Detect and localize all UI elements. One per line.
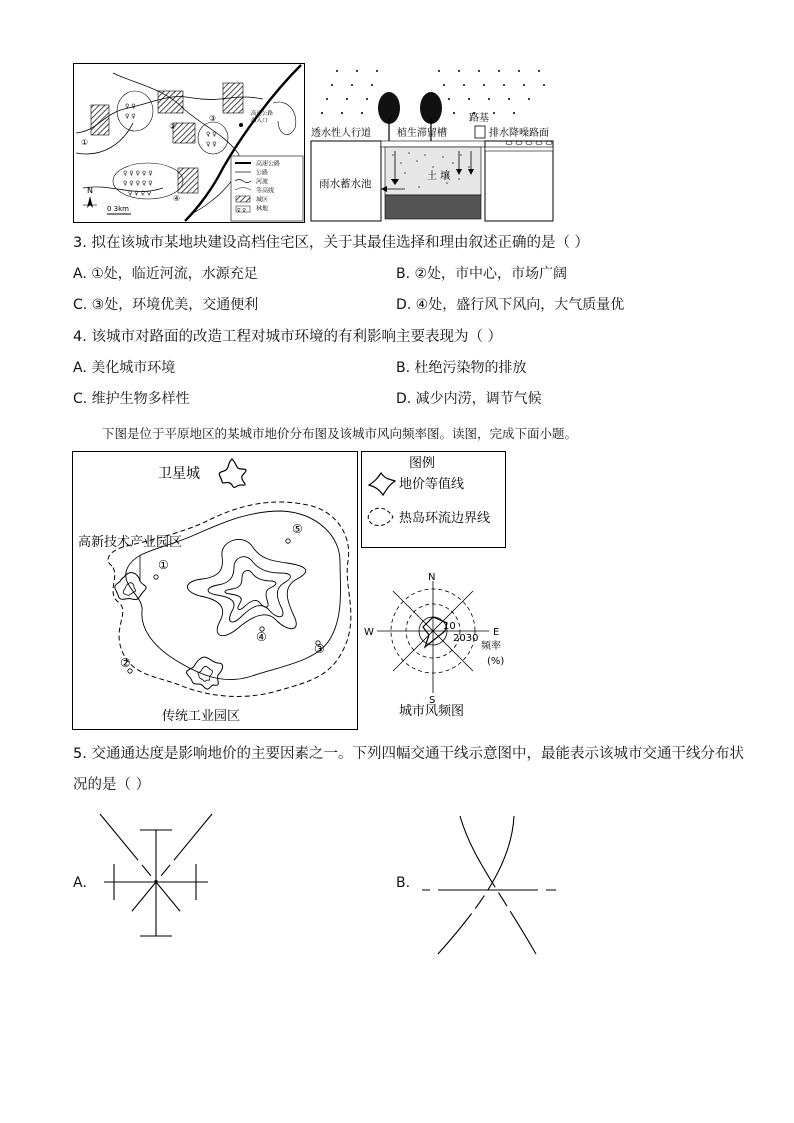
- left-arrow-icon: [381, 186, 387, 192]
- svg-text:♀ ♀: ♀ ♀: [125, 113, 136, 120]
- map-mark-3: ③: [209, 114, 217, 123]
- rose-unit-percent: (%): [487, 656, 505, 667]
- legend-heat-label: 热岛环流边界线: [399, 511, 491, 526]
- q5-option-b[interactable]: B.: [396, 875, 411, 891]
- rose-ring-20-30: 2030: [453, 633, 479, 644]
- rose-unit-label: 频率: [481, 641, 501, 652]
- q4-option-b[interactable]: B. 杜绝污染物的排放: [396, 360, 527, 376]
- roadbed-block: [485, 141, 553, 221]
- legend-title: 图例: [409, 456, 436, 471]
- map-mark-2: ②: [169, 122, 177, 131]
- industry-park-label: 传统工业园区: [162, 709, 241, 724]
- price-mark-3: ③: [314, 642, 325, 656]
- svg-text:♀ ♀ ♀ ♀ ♀: ♀ ♀ ♀ ♀ ♀: [123, 180, 153, 187]
- q4-option-d[interactable]: D. 减少内涝，调节气候: [396, 391, 542, 407]
- ditch-label: 植生滞留槽: [397, 128, 447, 139]
- city-map-figure: [73, 63, 305, 223]
- svg-text:公路: 公路: [256, 169, 269, 177]
- rose-west-label: W: [364, 627, 374, 638]
- svg-text:林地: 林地: [256, 205, 269, 213]
- q3-option-c[interactable]: C. ③处，环境优美，交通便利: [73, 297, 259, 313]
- map-legend-box: [361, 451, 507, 549]
- pool-label: 雨水蓄水池: [319, 178, 372, 190]
- road-surface-label: 排水降噪路面: [489, 128, 549, 139]
- svg-text:♀ ♀ ♀ ♀ ♀: ♀ ♀ ♀ ♀ ♀: [123, 170, 153, 177]
- intro-text: 下图是位于平原地区的某城市地价分布图及该城市风向频率图。读图，完成下面小题。: [102, 426, 578, 441]
- urban-area: [178, 168, 198, 193]
- rose-east-label: E: [493, 627, 500, 638]
- rose-ring-10: 10: [443, 621, 456, 632]
- svg-text:♀ ♀: ♀ ♀: [237, 207, 246, 214]
- rose-caption: 城市风频图: [399, 704, 465, 719]
- q5-diagram-b[interactable]: [418, 808, 560, 960]
- satellite-city-label: 卫星城: [158, 466, 200, 482]
- q5-stem-line1: 5. 交通通达度是影响地价的主要因素之一。下列四幅交通干线示意图中，最能表示该城市交通干线分布状: [73, 746, 744, 762]
- north-label: N: [87, 186, 93, 195]
- price-mark-5: ⑤: [292, 522, 303, 536]
- svg-text:高速公路: 高速公路: [256, 160, 281, 168]
- q3-option-d[interactable]: D. ④处，盛行风下风向，大气质量优: [396, 297, 625, 313]
- sidewalk-label: 透水性人行道: [311, 128, 371, 139]
- q5-stem-line2: 况的是（ ）: [73, 777, 151, 793]
- hightech-park-label: 高新技术产业园区: [78, 535, 183, 550]
- q4-option-a[interactable]: A. 美化城市环境: [73, 360, 176, 376]
- svg-text:♀ ♀ ♀ ♀: ♀ ♀ ♀ ♀: [128, 190, 152, 197]
- gravel-layer: [385, 195, 481, 219]
- map-legend: [231, 156, 303, 221]
- price-mark-2: ②: [120, 656, 131, 670]
- scale-label: 0 3km: [107, 205, 130, 213]
- land-price-map: [72, 451, 359, 731]
- wind-rose-figure: [361, 565, 511, 723]
- legend-price-label: 地价等值线: [399, 477, 465, 492]
- urban-area: [91, 105, 109, 135]
- price-mark-4: ④: [256, 630, 267, 644]
- price-mark-1: ①: [158, 558, 169, 572]
- map-mark-1: ①: [81, 138, 89, 147]
- rose-south-label: S: [429, 695, 436, 706]
- svg-text:城区: 城区: [256, 196, 269, 204]
- roadbed-label: 路基: [469, 113, 489, 124]
- q3-option-a[interactable]: A. ①处，临近河流，水源充足: [73, 266, 258, 282]
- q4-option-c[interactable]: C. 维护生物多样性: [73, 391, 190, 407]
- svg-text:♀ ♀: ♀ ♀: [125, 103, 136, 110]
- svg-text:♀ ♀: ♀ ♀: [206, 131, 217, 138]
- q3-option-b[interactable]: B. ②处，市中心，市场广阔: [396, 266, 568, 282]
- rose-north-label: N: [428, 572, 436, 583]
- expressway-exit-marker: [239, 123, 243, 127]
- map-mark-4: ④: [173, 194, 181, 203]
- svg-text:河流: 河流: [256, 178, 269, 186]
- q5-diagram-a[interactable]: [96, 808, 216, 956]
- urban-area: [158, 91, 183, 113]
- urban-area: [223, 83, 243, 113]
- expressway-exit-label: 高速公路出入口: [251, 111, 274, 124]
- svg-text:♀ ♀: ♀ ♀: [206, 141, 217, 148]
- urban-area: [173, 123, 195, 143]
- q4-stem: 4. 该城市对路面的改造工程对城市环境的有利影响主要表现为（ ）: [73, 329, 503, 345]
- svg-text:等高线: 等高线: [256, 187, 275, 195]
- road-section-figure: [309, 63, 555, 223]
- soil-label: 土 壤: [427, 171, 451, 182]
- q3-stem: 3. 拟在该城市某地块建设高档住宅区，关于其最佳选择和理由叙述正确的是（ ）: [73, 235, 590, 251]
- q5-option-a[interactable]: A.: [73, 875, 87, 891]
